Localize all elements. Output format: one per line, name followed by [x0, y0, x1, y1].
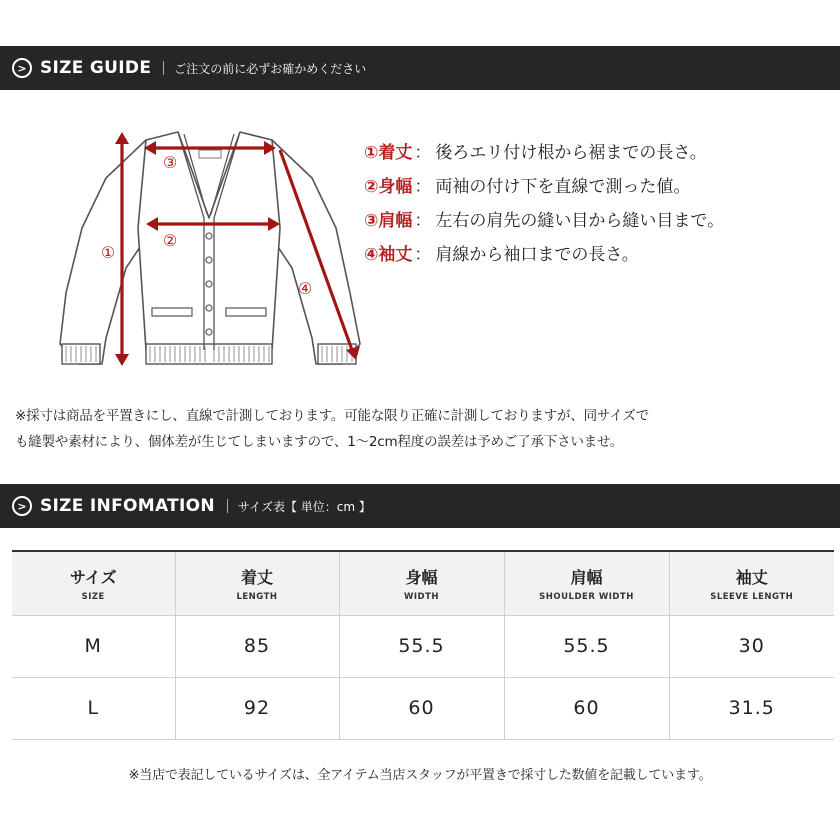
colon: ：	[414, 244, 432, 265]
colon: ：	[414, 210, 432, 231]
header-shoulder	[504, 551, 669, 615]
definition-term: ①着丈	[364, 142, 413, 163]
header-ja: 袖丈	[735, 567, 768, 587]
footer-note: ※当店で表記しているサイズは、全アイテム当店スタッフが平置きで採寸した数値を記載しています。	[128, 768, 712, 783]
chevron-right-icon: >	[12, 58, 32, 78]
cell-length: 92	[175, 677, 339, 739]
marker-length: ①	[100, 243, 116, 262]
table-row	[12, 677, 834, 739]
cell-shoulder: 60	[504, 677, 669, 739]
definition-term: ③肩幅	[364, 210, 413, 231]
size-info-header	[0, 484, 840, 528]
definition-desc: 肩線から袖口までの長さ。	[435, 244, 639, 265]
cell-width: 60	[339, 677, 504, 739]
measurement-definitions	[364, 133, 834, 269]
header-ja: サイズ	[69, 567, 117, 587]
note-line: ※採寸は商品を平置きにし、直線で計測しております。可能な限り正確に計測しておりますが、同サイズで	[15, 408, 650, 424]
cell-shoulder: 55.5	[504, 615, 669, 677]
size-info-title: SIZE INFOMATION	[40, 496, 215, 516]
header-en: SHOULDER WIDTH	[539, 591, 634, 602]
colon: ：	[414, 142, 432, 163]
cardigan-diagram	[44, 118, 374, 384]
cell-size: M	[12, 615, 175, 677]
divider	[227, 499, 228, 513]
size-guide-header	[0, 46, 840, 90]
marker-sleeve: ④	[297, 279, 313, 298]
size-guide-title: SIZE GUIDE	[40, 58, 152, 78]
definition-desc: 両袖の付け下を直線で測った値。	[435, 176, 691, 197]
definition-sleeve	[364, 235, 834, 269]
cell-size: L	[12, 677, 175, 739]
header-ja: 肩幅	[570, 567, 603, 587]
header-ja: 身幅	[405, 567, 438, 587]
definition-term: ④袖丈	[364, 244, 413, 265]
table-row	[12, 615, 834, 677]
divider	[163, 61, 164, 75]
cell-sleeve: 30	[669, 615, 834, 677]
definition-desc: 後ろエリ付け根から裾までの長さ。	[435, 142, 707, 163]
marker-width: ②	[162, 231, 178, 250]
table-header-row	[12, 551, 834, 615]
header-en: SIZE	[81, 591, 105, 602]
definition-width	[364, 167, 834, 201]
size-info-subtitle: サイズ表【 単位：cm 】	[237, 499, 371, 514]
colon: ：	[414, 176, 432, 197]
header-sleeve	[669, 551, 834, 615]
definition-shoulder	[364, 201, 834, 235]
definition-desc: 左右の肩先の縫い目から縫い目まで。	[435, 210, 725, 231]
cell-length: 85	[175, 615, 339, 677]
size-guide-subtitle: ご注文の前に必ずお確かめください	[174, 61, 367, 76]
header-size	[12, 551, 175, 615]
chevron-right-icon: >	[12, 496, 32, 516]
definition-length	[364, 133, 834, 167]
measurement-note	[15, 403, 830, 455]
note-line: も縫製や素材により、個体差が生じてしまいますので、1〜2cm程度の誤差は予めご了承下さいませ。	[15, 434, 624, 450]
header-en: SLEEVE LENGTH	[710, 591, 794, 602]
cell-width: 55.5	[339, 615, 504, 677]
header-width	[339, 551, 504, 615]
header-ja: 着丈	[240, 567, 273, 587]
header-en: LENGTH	[236, 591, 278, 602]
header-en: WIDTH	[403, 591, 439, 602]
definition-term: ②身幅	[364, 176, 413, 197]
header-length	[175, 551, 339, 615]
cell-sleeve: 31.5	[669, 677, 834, 739]
size-table	[12, 550, 834, 740]
marker-shoulder: ③	[162, 153, 178, 172]
